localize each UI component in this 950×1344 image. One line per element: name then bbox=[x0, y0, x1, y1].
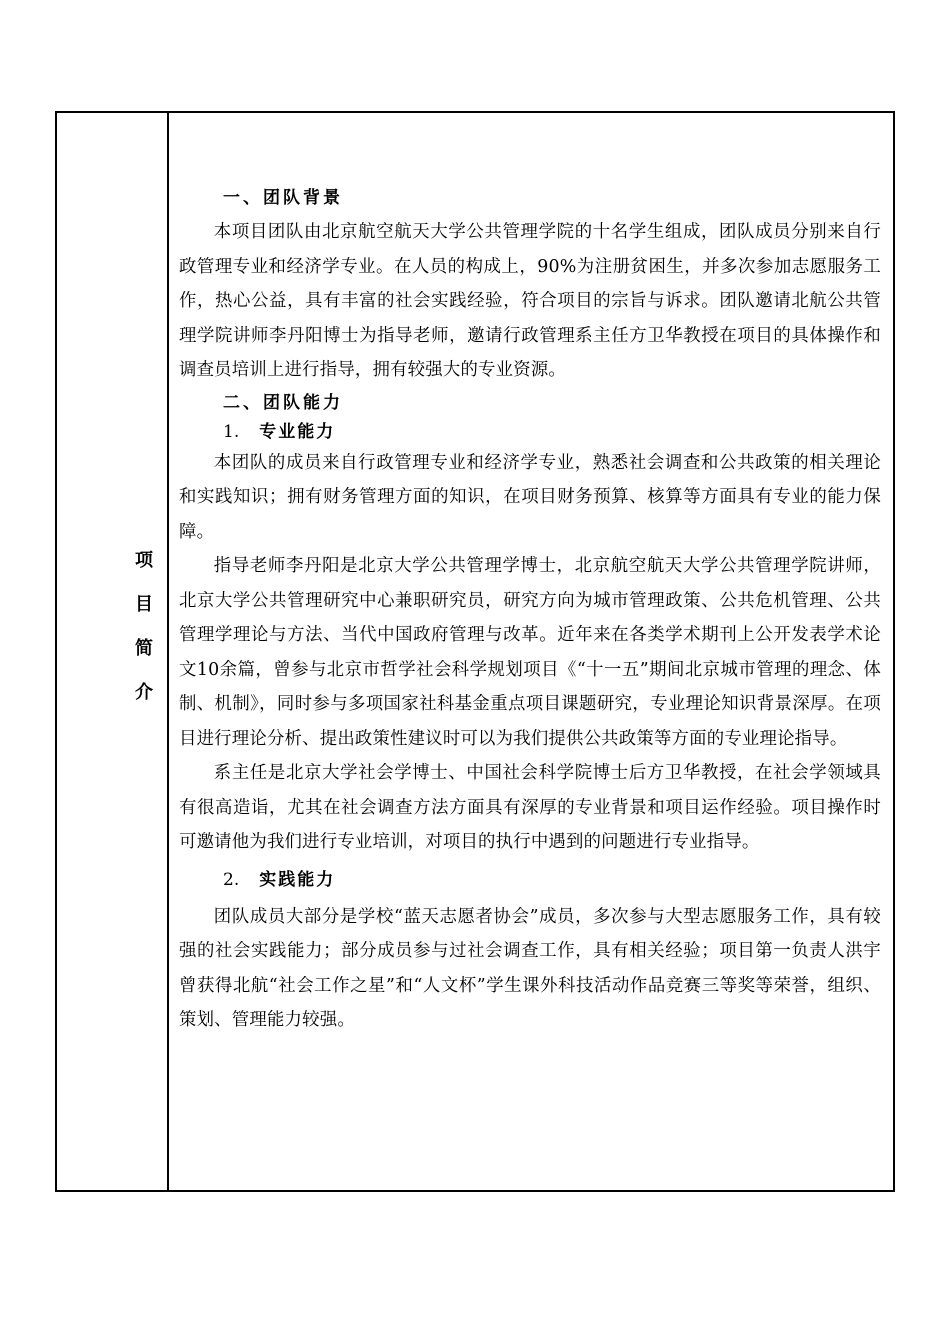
paragraph-practical: 团队成员大部分是学校“蓝天志愿者协会”成员，多次参与大型志愿服务工作，具有较强的社会实践能力；部分成员参与过社会调查工作，具有相关经验；项目第一负责人洪宇曾获得北航“社会工作之星”和“人文杯”学生课外科技活动作品竞赛三等奖等荣誉，组织、策划、管理能力较强。 bbox=[179, 906, 881, 1030]
form-table bbox=[55, 111, 895, 1192]
label-char: 项 bbox=[132, 550, 153, 594]
label-char: 简 bbox=[132, 638, 153, 682]
content-cell bbox=[171, 113, 893, 1190]
paragraph-professional-1: 本团队的成员来自行政管理专业和经济学专业，熟悉社会调查和公共政策的相关理论和实践知识；拥有财务管理方面的知识，在项目财务预算、核算等方面具有专业的能力保障。 bbox=[179, 452, 881, 542]
paragraph-team-background: 本项目团队由北京航空航天大学公共管理学院的十名学生组成，团队成员分别来自行政管理专业和经济学专业。在人员的构成上，90%为注册贫困生，并多次参加志愿服务工作，热心公益，具有丰富的社会实践经验，符合项目的宗旨与诉求。团队邀请北航公共管理学院讲师李丹阳博士为指导老师，邀请行政管理系主任方卫华教授在项目的具体操作和调查员培训上进行指导，拥有较强大的专业资源。 bbox=[179, 222, 881, 380]
label-char: 目 bbox=[132, 594, 153, 638]
label-project-intro bbox=[57, 550, 167, 726]
subheading-title: 实践能力 bbox=[259, 869, 336, 890]
paragraph-professional-3: 系主任是北京大学社会学博士、中国社会科学院博士后方卫华教授，在社会学领域具有很高造诣，尤其在社会调查方法方面具有深厚的专业背景和项目运作经验。项目操作时可邀请他为我们进行专业培训，对项目的执行中遇到的问题进行专业指导。 bbox=[179, 763, 881, 852]
section-heading-team-ability: 二、团队能力 bbox=[223, 392, 343, 413]
subheading-title: 专业能力 bbox=[259, 421, 336, 442]
paragraph-professional-2: 指导老师李丹阳是北京大学公共管理学博士，北京航空航天大学公共管理学院讲师，北京大学公共管理研究中心兼职研究员，研究方向为城市管理政策、公共危机管理、公共管理学理论与方法、当代中国政府管理与改革。近年来在各类学术期刊上公开发表学术论文10余篇，曾参与北京市哲学社会科学规划项目《“十一五”期间北京城市管理的理念、体制、机制》，同时参与多项国家社科基金重点项目课题研究，专业理论知识背景深厚。在项目进行理论分析、提出政策性建议时可以为我们提供公共政策等方面的专业理论指导。 bbox=[179, 556, 881, 749]
section-heading-team-background: 一、团队背景 bbox=[223, 188, 343, 208]
subheading-number: 2. bbox=[223, 869, 240, 890]
subheading-practical-ability bbox=[179, 860, 881, 900]
label-char: 介 bbox=[132, 682, 153, 726]
label-cell bbox=[57, 113, 169, 1190]
subheading-number: 1. bbox=[223, 421, 240, 442]
subheading-professional-ability bbox=[179, 418, 881, 446]
